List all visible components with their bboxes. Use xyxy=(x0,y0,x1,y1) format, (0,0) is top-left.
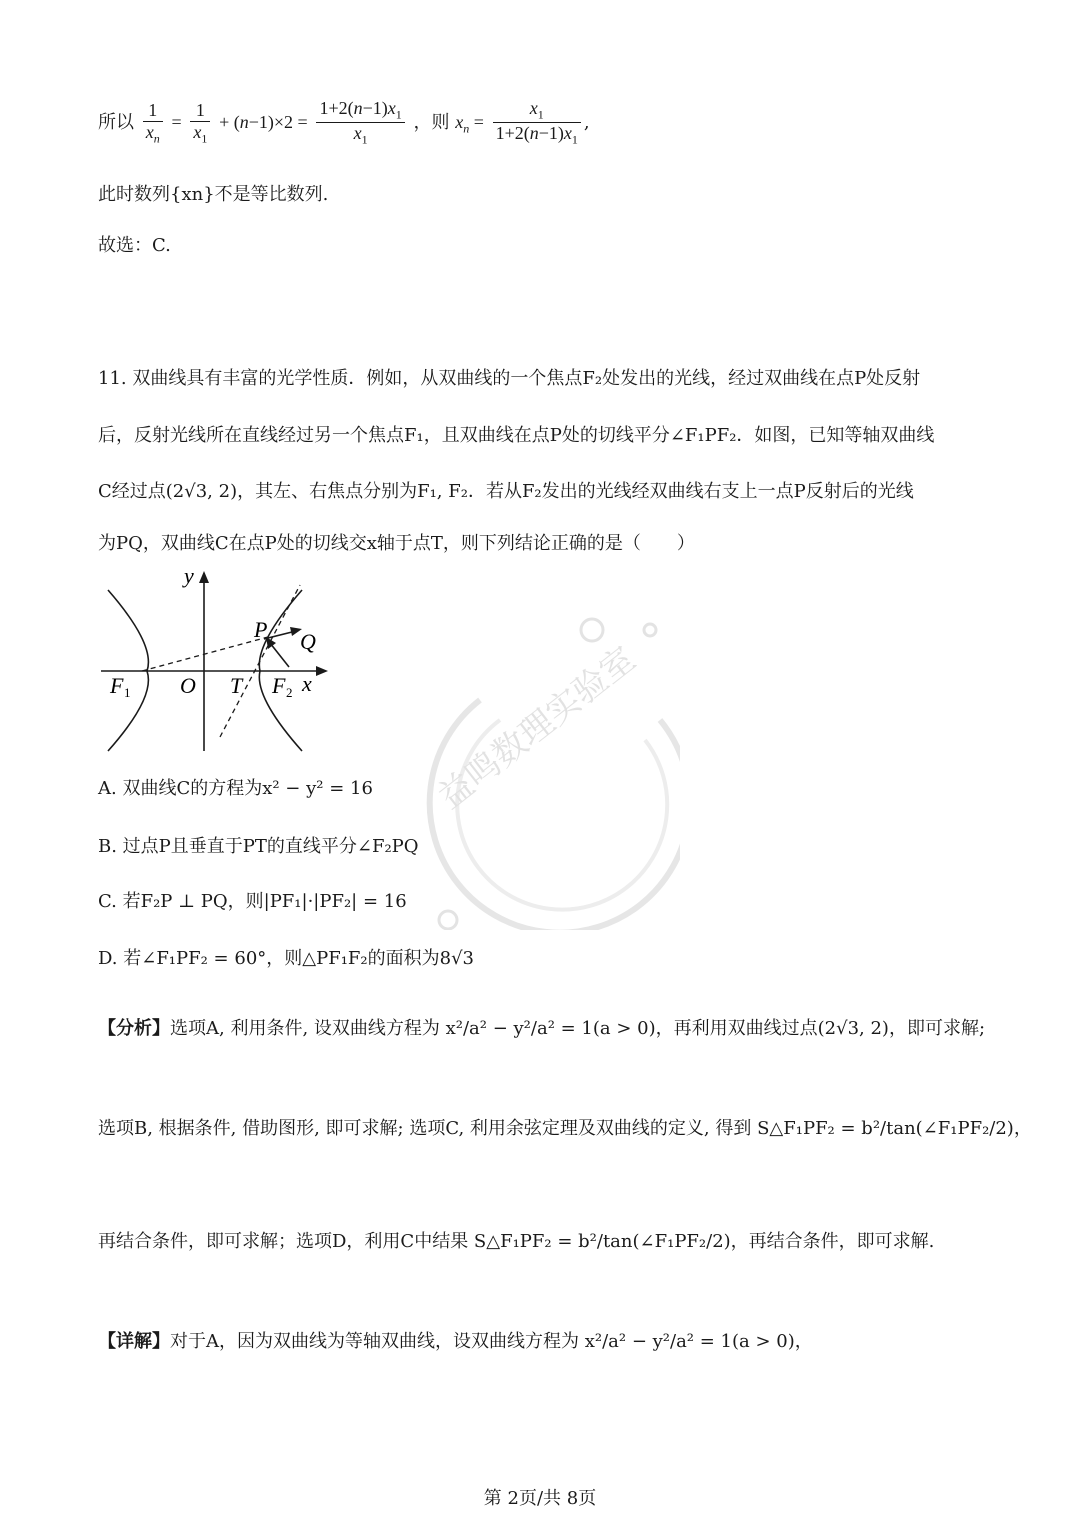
stem-text-1: 双曲线具有丰富的光学性质．例如，从双曲线的一个焦点F₂处发出的光线，经过双曲线在点P处反射 xyxy=(132,368,921,389)
tangent-line xyxy=(220,585,300,737)
page-footer: 第 2页/共 8页 xyxy=(483,1488,597,1509)
frac-1-over-xn: $\frac{1}{x_n}$ xyxy=(143,100,163,146)
text-then: ，则 xyxy=(413,111,450,133)
analysis-line-3: 再结合条件，即可求解；选项D，利用C中结果 S△F₁PF₂ = b²/tan(∠F₁PF₂/2)，再结合条件，即可求解. xyxy=(98,1231,935,1252)
label-q: Q xyxy=(300,629,316,654)
analysis-line-2: 选项B, 根据条件, 借助图形, 即可求解; 选项C, 利用余弦定理及双曲线的定义, 得到 S△F₁PF₂ = b²/tan(∠F₁PF₂/2)， xyxy=(98,1118,1032,1139)
watermark-arc-inner xyxy=(457,720,667,910)
watermark xyxy=(420,600,680,930)
x-axis-arrow xyxy=(316,666,328,676)
label-f2: F xyxy=(272,673,286,698)
label-t: T xyxy=(230,673,243,698)
option-b: B. 过点P且垂直于PT的直线平分∠F₂PQ xyxy=(98,836,419,857)
watermark-arc-outer xyxy=(430,700,680,930)
frac-sum: $\frac{1+2(n-1)x_1}{x_1}$ xyxy=(316,98,404,148)
label-x: x xyxy=(302,671,312,696)
label-y: y xyxy=(184,565,194,588)
analysis-text-1: 选项A, 利用条件, 设双曲线方程为 x²/a² − y²/a² = 1(a > 0)，再利用双曲线过点(2√3, 2)，即可求解; xyxy=(170,1018,986,1039)
solution-line-3: 故选：C. xyxy=(98,235,171,256)
watermark-dot-3 xyxy=(439,911,457,929)
label-p: P xyxy=(254,617,268,642)
detail-text-1: 对于A，因为双曲线为等轴双曲线，设双曲线方程为 x²/a² − y²/a² = 1(a > 0)， xyxy=(170,1331,813,1352)
question-stem-line-3: C经过点(2√3, 2)，其左、右焦点分别为F₁, F₂．若从F₂发出的光线经双曲线右支上一点P反射后的光线 xyxy=(98,481,914,502)
option-a: A. 双曲线C的方程为x² − y² = 16 xyxy=(98,778,373,799)
label-f2-sub: 2 xyxy=(286,685,293,700)
analysis-line-1 xyxy=(98,1020,985,1038)
solution-line-2: 此时数列{xn}不是等比数列. xyxy=(98,184,329,205)
frac-1-over-x1: $\frac{1}{x_1}$ xyxy=(190,100,210,146)
hyperbola-figure xyxy=(96,565,336,755)
question-stem-line-4: 为PQ，双曲线C在点P处的切线交x轴于点T，则下列结论正确的是（ ） xyxy=(98,533,695,554)
ray-f2-p xyxy=(270,643,289,667)
option-d: D. 若∠F₁PF₂ = 60°，则△PF₁F₂的面积为8√3 xyxy=(98,948,475,969)
y-axis-arrow xyxy=(199,571,209,583)
watermark-text: 益鸣数理实验室 xyxy=(430,639,644,818)
detail-tag: 【详解】 xyxy=(98,1331,170,1352)
label-o: O xyxy=(180,673,196,698)
question-stem-line-1 xyxy=(98,370,920,388)
label-f1: F xyxy=(110,673,124,698)
question-stem-line-2: 后，反射光线所在直线经过另一个焦点F₁，且双曲线在点P处的切线平分∠F₁PF₂．如图，已知等轴双曲线 xyxy=(98,425,935,446)
frac-xn: $\frac{x_1}{1+2(n-1)x_1}$ xyxy=(493,98,581,148)
watermark-dot-1 xyxy=(581,619,603,641)
solution-line-1: 所以 $\frac{1}{x_n}$ = $\frac{1}{x_1}$ + (n−1)×2 = $\frac{1+2(n-1)x_1}{x_1}$ ，则 $x_n$ = $\frac{x_1}{1+2(n-1)x_1}$ , xyxy=(98,98,590,147)
option-c: C. 若F₂P ⊥ PQ，则|PF₁|·|PF₂| = 16 xyxy=(98,891,407,912)
text-so: 所以 xyxy=(98,111,134,133)
watermark-dot-2 xyxy=(644,624,656,636)
analysis-tag: 【分析】 xyxy=(98,1018,170,1039)
ray-f1-p xyxy=(142,637,268,671)
detail-line-1 xyxy=(98,1333,813,1351)
label-f1-sub: 1 xyxy=(124,685,131,700)
question-number: 11. xyxy=(98,368,127,389)
